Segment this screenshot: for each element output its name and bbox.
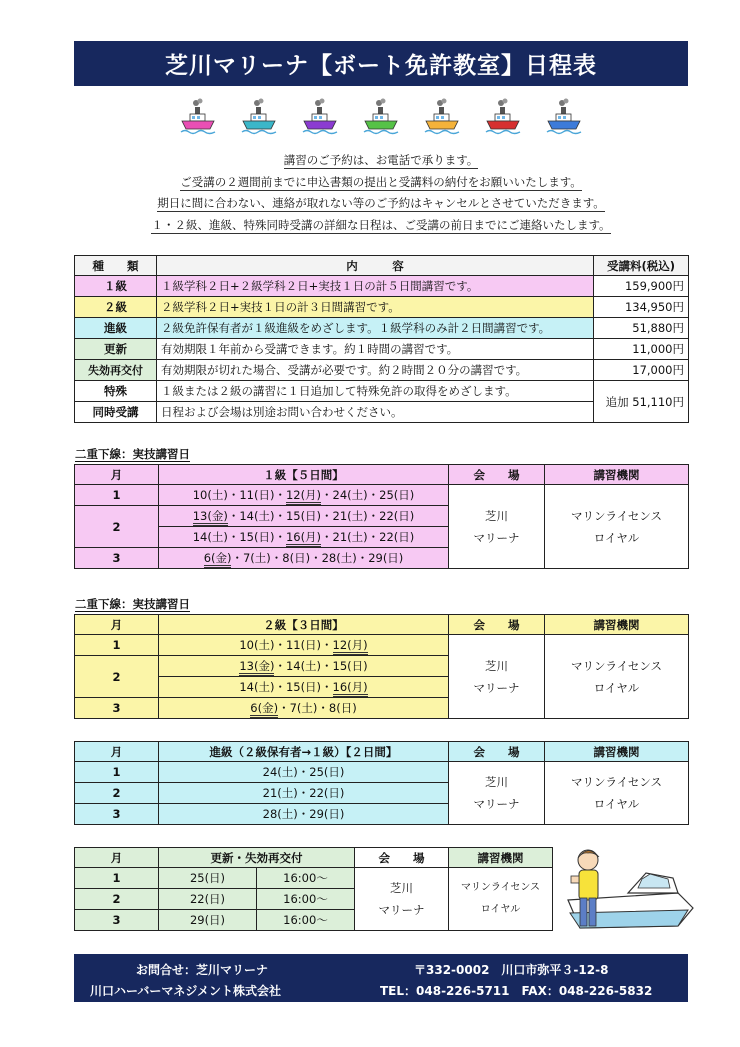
boat-pink-icon bbox=[180, 98, 216, 138]
date-text: 7(土) bbox=[242, 551, 271, 565]
org-header: 講習機関 bbox=[545, 742, 689, 762]
course-header: 進級（２級保有者→１級）【２日間】 bbox=[159, 742, 449, 762]
date-text: 15(日) bbox=[285, 680, 322, 694]
month-header: 月 bbox=[75, 615, 159, 635]
kind-header: 種 類 bbox=[75, 256, 157, 276]
table-row: 1 25(日) 16:00～ 芝川 マリーナ マリンライセンス ロイヤル bbox=[75, 868, 553, 889]
date-text: 7(土) bbox=[289, 701, 318, 715]
date-text: 15(日) bbox=[239, 530, 275, 544]
date-text: 14(土) bbox=[285, 659, 322, 673]
notice-line: 期日に間に合わない、連絡が取れない等のご予約はキャンセルとさせていただきます。 bbox=[157, 196, 605, 210]
boat-icon-row bbox=[180, 98, 580, 138]
table-row: ２級 ２級学科２日+実技１日の計３日間講習です。 134,950円 bbox=[75, 297, 689, 318]
second-class-schedule bbox=[74, 614, 689, 719]
boat-purple-icon bbox=[302, 98, 338, 138]
date-text: 14(土) bbox=[192, 530, 228, 544]
month-header: 月 bbox=[75, 742, 159, 762]
contact-label: お問合せ：芝川マリーナ bbox=[136, 963, 269, 977]
table-row: 進級 ２級免許保有者が１級進級をめざします。１級学科のみ計２日間講習です。 51,880円 bbox=[75, 318, 689, 339]
date-text: ・ bbox=[321, 488, 333, 502]
table-row: 3 28(土)・29(日) bbox=[75, 804, 689, 825]
notice-line: １・２級、進級、特殊同時受講の詳細な日程は、ご受講の前日までにご連絡いたします。 bbox=[151, 217, 611, 232]
date-text: ・ bbox=[317, 701, 329, 715]
notice-line: ご受講の２週間前までに申込書類の提出と受講料の納付をお願いいたします。 bbox=[180, 174, 582, 189]
date-text: 11(日) bbox=[285, 638, 322, 652]
date-text: 15(日) bbox=[332, 659, 368, 673]
date-text: 14(土) bbox=[239, 680, 275, 694]
course-header: ２級【３日間】 bbox=[159, 615, 449, 635]
date-text: ・ bbox=[274, 638, 286, 652]
date-text: ・ bbox=[274, 659, 286, 673]
date-text: ・ bbox=[310, 551, 322, 565]
date-text: 8(日) bbox=[328, 701, 357, 715]
table-row: 3 29(日) 16:00～ bbox=[75, 910, 553, 931]
date-text: 29(日) bbox=[368, 551, 404, 565]
legend-label: 二重下線：実技講習日 bbox=[75, 447, 190, 461]
date-text: ・ bbox=[367, 488, 380, 502]
month-header: 月 bbox=[75, 848, 159, 868]
course-header: １級【５日間】 bbox=[159, 465, 449, 485]
date-text: 21(土) bbox=[262, 786, 298, 800]
date-text: 10(土) bbox=[239, 638, 275, 652]
date-text: ・ bbox=[274, 488, 286, 502]
org-header: 講習機関 bbox=[545, 615, 689, 635]
date-text: 22(日) bbox=[309, 786, 345, 800]
date-text: ・ bbox=[227, 530, 240, 544]
date-text: 10(土) bbox=[192, 488, 228, 502]
practical-date: 13(金) bbox=[239, 659, 274, 676]
table-row: 同時受講 日程および会場は別途お問い合わせください。 bbox=[75, 402, 689, 423]
date-text: ・ bbox=[321, 530, 333, 544]
org-header: 講習機関 bbox=[545, 465, 689, 485]
date-text: ・ bbox=[227, 488, 240, 502]
notice-list bbox=[74, 150, 688, 236]
date-text: ・ bbox=[278, 701, 290, 715]
table-row: 2 21(土)・22(日) bbox=[75, 783, 689, 804]
date-text: 8(日) bbox=[282, 551, 311, 565]
date-text: 29(日) bbox=[309, 807, 345, 821]
table-row: 2 13(金)・14(土)・15(日) bbox=[75, 656, 689, 677]
date-text: ・ bbox=[231, 551, 243, 565]
table-row: 更新 有効期限１年前から受講できます。約１時間の講習です。 11,000円 bbox=[75, 339, 689, 360]
phone-fax: TEL：048-226-5711 FAX：048-226-5832 bbox=[380, 984, 653, 998]
date-text: 21(土) bbox=[332, 530, 368, 544]
date-text: 25(日) bbox=[309, 765, 345, 779]
table-row: １級 １級学科２日+２級学科２日+実技１日の計５日間講習です。 159,900円 bbox=[75, 276, 689, 297]
practical-date: 16(月) bbox=[286, 530, 321, 547]
table-row: 3 6(金)・7(土)・8(日) bbox=[75, 698, 689, 719]
date-text: 15(日) bbox=[285, 509, 322, 523]
practical-date: 13(金) bbox=[193, 509, 228, 526]
date-text: 28(土) bbox=[262, 807, 298, 821]
date-text: ・ bbox=[356, 551, 369, 565]
table-row: 1 24(土)・25(日) 芝川 マリーナ マリンライセンス ロイヤル bbox=[75, 762, 689, 783]
practical-date: 6(金) bbox=[250, 701, 278, 718]
date-text: 25(日) bbox=[379, 488, 415, 502]
date-text: 22(日) bbox=[379, 530, 415, 544]
boat-red-icon bbox=[485, 98, 521, 138]
table-row: 特殊 １級または２級の講習に１日追加して特殊免許の取得をめざします。 追加 51,110円 bbox=[75, 381, 689, 402]
date-text: 21(土) bbox=[332, 509, 368, 523]
org-header: 講習機関 bbox=[449, 848, 553, 868]
practical-date: 6(金) bbox=[204, 551, 232, 568]
practical-date: 16(月) bbox=[333, 680, 368, 697]
date-text: 11(日) bbox=[239, 488, 275, 502]
venue-header: 会 場 bbox=[449, 615, 545, 635]
table-row: 失効再交付 有効期限が切れた場合、受講が必要です。約２時間２０分の講習です。 17,000円 bbox=[75, 360, 689, 381]
date-text: ・ bbox=[274, 509, 286, 523]
course-header: 更新・失効再交付 bbox=[159, 848, 355, 868]
date-text: 22(日) bbox=[379, 509, 415, 523]
date-text: 24(土) bbox=[332, 488, 368, 502]
renewal-schedule bbox=[74, 847, 553, 931]
page-title: 芝川マリーナ【ボート免許教室】日程表 bbox=[74, 41, 688, 86]
venue-header: 会 場 bbox=[449, 742, 545, 762]
boat-blue-icon bbox=[546, 98, 582, 138]
boat-teal-icon bbox=[241, 98, 277, 138]
date-text: ・ bbox=[321, 638, 333, 652]
table-row: 1 10(土)・11(日)・12(月)・24(土)・25(日) 芝川 マリーナ マリンライセンス ロイヤル bbox=[75, 485, 689, 506]
date-text: ・ bbox=[297, 807, 310, 821]
company-name: 川口ハーバーマネジメント株式会社 bbox=[90, 984, 282, 998]
practical-date: 12(月) bbox=[286, 488, 321, 505]
notice-line: 講習のご予約は、お電話で承ります。 bbox=[283, 153, 479, 167]
date-text: ・ bbox=[274, 530, 286, 544]
date-text: ・ bbox=[274, 680, 286, 694]
fee-header: 受講料(税込) bbox=[594, 256, 689, 276]
practical-date: 12(月) bbox=[333, 638, 368, 655]
boat-green-icon bbox=[363, 98, 399, 138]
sailor-with-boat-illustration bbox=[558, 838, 698, 938]
date-text: 28(土) bbox=[321, 551, 357, 565]
table-row: 2 22(日) 16:00～ bbox=[75, 889, 553, 910]
date-text: ・ bbox=[270, 551, 283, 565]
table-row: 1 10(土)・11(日)・12(月) 芝川 マリーナ マリンライセンス ロイヤル bbox=[75, 635, 689, 656]
date-text: ・ bbox=[297, 765, 310, 779]
date-text: 14(土) bbox=[239, 509, 275, 523]
date-text: ・ bbox=[321, 659, 333, 673]
date-text: ・ bbox=[227, 509, 240, 523]
date-text: ・ bbox=[321, 680, 333, 694]
content-header: 内 容 bbox=[157, 256, 594, 276]
date-text: 24(土) bbox=[262, 765, 298, 779]
legend-label: 二重下線：実技講習日 bbox=[75, 597, 190, 611]
venue-header: 会 場 bbox=[449, 465, 545, 485]
month-header: 月 bbox=[75, 465, 159, 485]
date-text: ・ bbox=[321, 509, 333, 523]
date-text: ・ bbox=[367, 509, 380, 523]
date-text: ・ bbox=[367, 530, 380, 544]
course-types-table bbox=[74, 255, 689, 423]
first-class-schedule bbox=[74, 464, 689, 569]
advance-class-schedule bbox=[74, 741, 689, 825]
venue-header: 会 場 bbox=[355, 848, 449, 868]
boat-orange-icon bbox=[424, 98, 460, 138]
footer-contact-bar bbox=[74, 954, 688, 1002]
table-row: 2 13(金)・14(土)・15(日)・21(土)・22(日) bbox=[75, 506, 689, 527]
table-row: 3 6(金)・7(土)・8(日)・28(土)・29(日) bbox=[75, 548, 689, 569]
date-text: ・ bbox=[297, 786, 310, 800]
address: 〒332-0002 川口市弥平３-12-8 bbox=[414, 963, 609, 977]
